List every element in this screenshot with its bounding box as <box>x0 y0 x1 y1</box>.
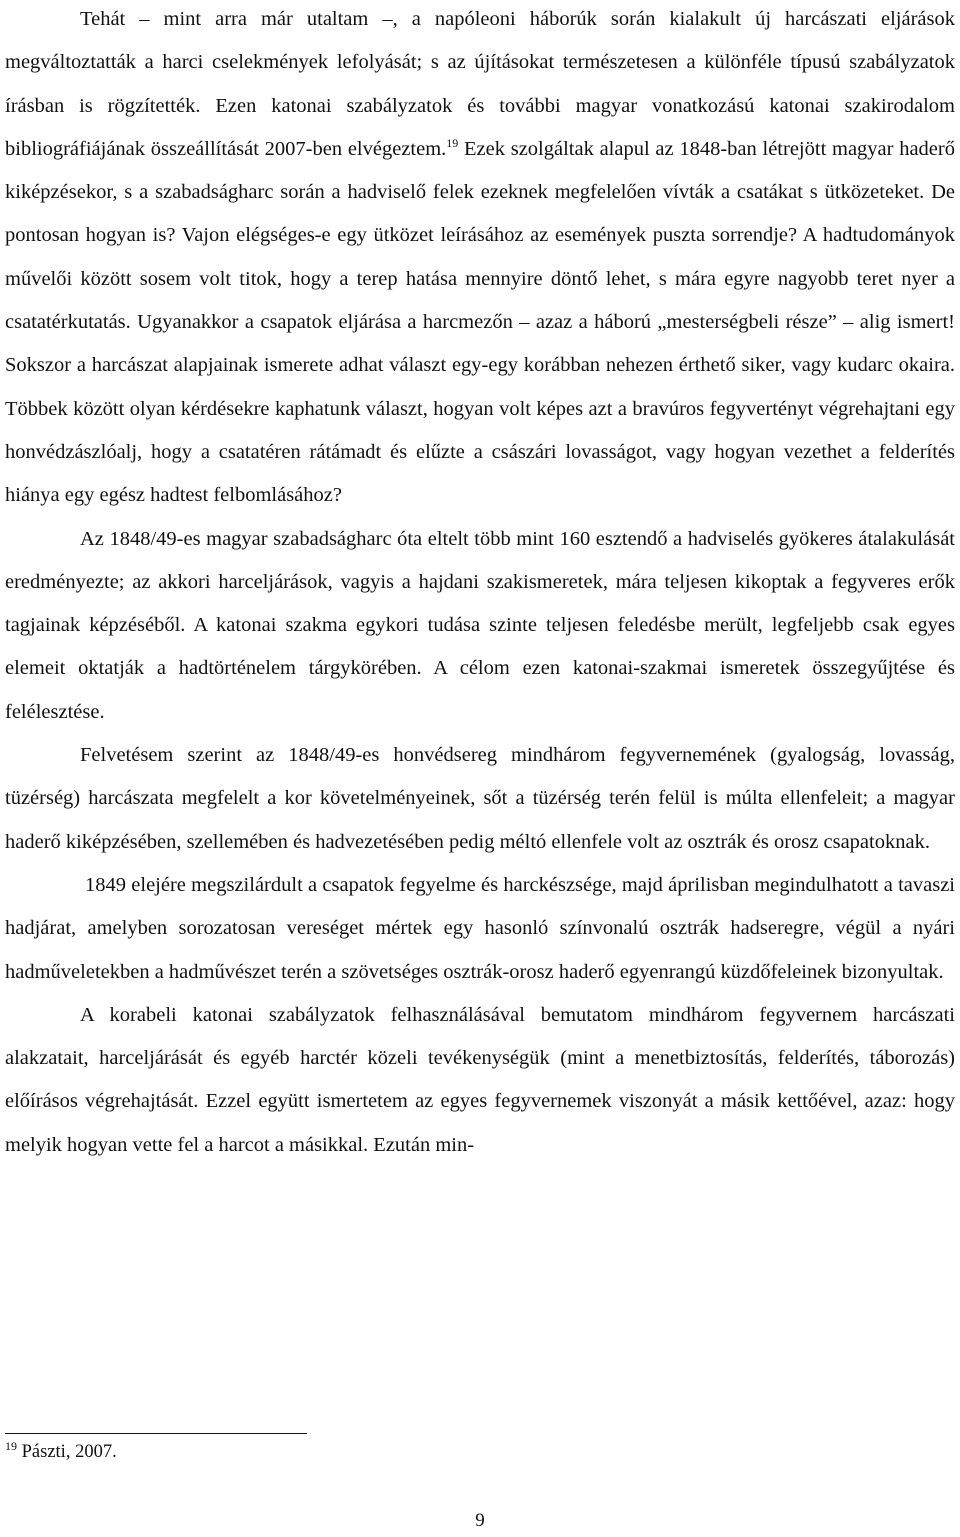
paragraph-1-continued: Ezek szolgáltak alapul az 1848-ban létrejött magyar haderő kiképzésekor, s a szabadságharc során a hadviselő felek ezeknek megfelelően vívták a csatákat s ütközeteket. De pontosan hogyan is? Vajon elégséges-e egy ütközet leírásához az események puszta sorrendje? A hadtudományok művelői között sosem volt titok, hogy a terep hatása mennyire döntő lehet, s mára egyre nagyobb teret nyer a csatatérkutatás. Ugyanakkor a csapatok eljárása a harcmezőn – azaz a háború „mesterségbeli része” – alig ismert! Sokszor a harcászat alapjainak ismerete adhat választ egy-egy korábban nehezen érthető siker, vagy kudarc okaira. Többek között olyan kérdésekre kaphatunk választ, hogyan volt képes azt a bravúros fegyvertényt végrehajtani egy honvédzászlóalj, hogy a csatatéren rátámadt és elűzte a császári lovasságot, vagy hogyan vezethet a felderítés hiánya egy egész hadtest felbomlásához? <box>5 137 955 507</box>
footnote <box>5 1437 117 1467</box>
paragraph-3: Felvetésem szerint az 1848/49-es honvédsereg mindhárom fegyvernemének (gyalogság, lovasság, tüzérség) harcászata megfelelt a kor követelményeinek, sőt a tüzérség terén felül is múlta ellenfeleit; a magyar haderő kiképzésében, szellemében és hadvezetésében pedig méltó ellenfele volt az osztrák és orosz csapatoknak. <box>5 744 955 853</box>
paragraph-1-text: Tehát – mint arra már utaltam –, a napóleoni háborúk során kialakult új harcászati eljárások megváltoztatták a harci cselekmények lefolyását; s az újításokat természetesen a különféle típusú szabályzatok írásban is rögzítették. Ezen katonai szabályzatok és további magyar vonatkozású katonai szakirodalom bibliográfiájának összeállítását 2007-ben elvégeztem. <box>5 8 955 160</box>
paragraph-1 <box>5 0 955 518</box>
paragraph-4: 1849 elejére megszilárdult a csapatok fegyelme és harckészsége, majd áprilisban megindulhatott a tavaszi hadjárat, amelyben sorozatosan vereséget mértek egy hasonló színvonalú osztrák hadseregre, végül a nyári hadműveletekben a hadművészet terén a szövetséges osztrák-orosz haderő egyenrangú küzdőfeleinek bizonyultak. <box>5 873 955 983</box>
footnote-text: Pászti, 2007. <box>17 1442 117 1462</box>
footnote-number: 19 <box>5 1438 17 1453</box>
body-text <box>5 0 955 1167</box>
paragraph-5: A korabeli katonai szabályzatok felhasználásával bemutatom mindhárom fegyvernem harcászati alakzatait, harceljárását és egyéb harctér közeli tevékenységük (mint a menetbiztosítás, felderítés, táborozás) előírásos végrehajtását. Ezzel együtt ismertetem az egyes fegyvernemek viszonyát a másik kettőével, azaz: hogy melyik hogyan vette fel a harcot a másikkal. Ezután min- <box>5 1003 955 1156</box>
paragraph-2: Az 1848/49-es magyar szabadságharc óta eltelt több mint 160 esztendő a hadviselés gyökeres átalakulását eredményezte; az akkori harceljárások, vagyis a hajdani szakismeretek, mára teljesen kikoptak a fegyveres erők tagjainak képzéséből. A katonai szakma egykori tudása szinte teljesen feledésbe merült, legfeljebb csak egyes elemeit oktatják a hadtörténelem tárgykörében. A célom ezen katonai-szakmai ismeretek összegyűjtése és felélesztése. <box>5 527 955 723</box>
footnote-separator <box>5 1433 307 1434</box>
page-number: 9 <box>475 1510 485 1531</box>
footnote-reference[interactable]: 19 <box>446 136 459 151</box>
